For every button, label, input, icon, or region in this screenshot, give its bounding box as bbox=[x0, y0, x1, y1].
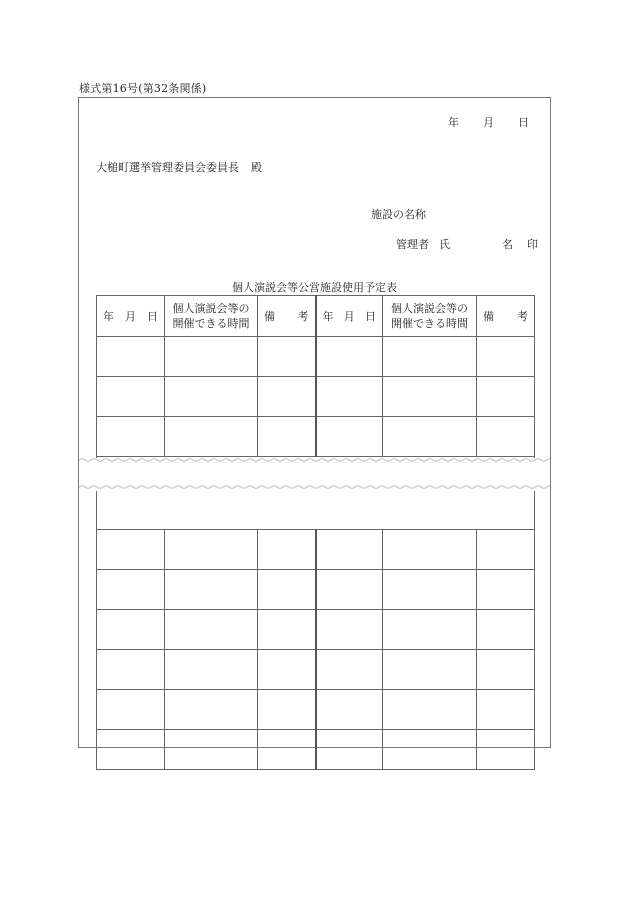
header-time: 個人演説会等の 開催できる時間 bbox=[165, 296, 258, 337]
addressee-name: 大槌町選挙管理委員会委員長 bbox=[96, 161, 239, 174]
table-cell[interactable] bbox=[97, 417, 165, 457]
addressee-honorific: 殿 bbox=[251, 161, 262, 174]
table-row bbox=[97, 337, 535, 377]
table-cell[interactable] bbox=[258, 730, 316, 770]
table-cell[interactable] bbox=[165, 650, 258, 690]
table-cell[interactable] bbox=[258, 690, 316, 730]
manager-line bbox=[396, 236, 538, 252]
wavy-break-lines bbox=[79, 458, 550, 491]
table-cell[interactable] bbox=[316, 730, 383, 770]
date-year: 年 bbox=[448, 116, 459, 129]
table-cell[interactable] bbox=[477, 730, 535, 770]
table-cell[interactable] bbox=[97, 730, 165, 770]
table-cell[interactable] bbox=[165, 377, 258, 417]
table-cell[interactable] bbox=[97, 377, 165, 417]
manager-label: 管理者 bbox=[396, 238, 429, 251]
table-cell[interactable] bbox=[165, 417, 258, 457]
header-time: 個人演説会等の 開催できる時間 bbox=[383, 296, 477, 337]
table-cell[interactable] bbox=[97, 337, 165, 377]
table-cell[interactable] bbox=[258, 570, 316, 610]
form-number: 様式第16号(第32条関係) bbox=[79, 82, 207, 95]
table-cell[interactable] bbox=[477, 690, 535, 730]
table-cell[interactable] bbox=[477, 570, 535, 610]
table-cell[interactable] bbox=[383, 730, 477, 770]
manager-mei: 名 bbox=[502, 238, 513, 251]
table-cell[interactable] bbox=[477, 610, 535, 650]
table-cell[interactable] bbox=[316, 530, 383, 570]
form-frame bbox=[78, 97, 551, 748]
table-cell[interactable] bbox=[258, 417, 316, 457]
table-cell[interactable] bbox=[316, 417, 383, 457]
header-date: 年 月 日 bbox=[97, 296, 165, 337]
table-cell[interactable] bbox=[97, 610, 165, 650]
table-cell[interactable] bbox=[477, 417, 535, 457]
table-row bbox=[97, 417, 535, 457]
table-cell[interactable] bbox=[165, 690, 258, 730]
table-cell[interactable] bbox=[97, 570, 165, 610]
table-cell[interactable] bbox=[165, 730, 258, 770]
date-line bbox=[448, 114, 529, 130]
table-cell[interactable] bbox=[477, 650, 535, 690]
table-cell[interactable] bbox=[165, 570, 258, 610]
table-cell[interactable] bbox=[383, 530, 477, 570]
omission-break bbox=[79, 458, 550, 491]
table-cell[interactable] bbox=[383, 610, 477, 650]
table-row bbox=[97, 730, 535, 770]
table-cell[interactable] bbox=[316, 337, 383, 377]
seal-mark: 印 bbox=[527, 238, 538, 251]
table-row bbox=[97, 530, 535, 570]
table-cell[interactable] bbox=[383, 417, 477, 457]
date-month: 月 bbox=[483, 116, 494, 129]
table-header-row bbox=[97, 296, 535, 337]
table-cell[interactable] bbox=[316, 610, 383, 650]
table-cell[interactable] bbox=[97, 530, 165, 570]
table-cell[interactable] bbox=[383, 650, 477, 690]
header-remarks: 備 考 bbox=[258, 296, 316, 337]
table-cell[interactable] bbox=[165, 337, 258, 377]
table-cell[interactable] bbox=[383, 690, 477, 730]
header-remarks: 備 考 bbox=[477, 296, 535, 337]
header-date: 年 月 日 bbox=[316, 296, 383, 337]
table-row bbox=[97, 377, 535, 417]
table-cell[interactable] bbox=[165, 530, 258, 570]
table-cell[interactable] bbox=[165, 610, 258, 650]
table-cell[interactable] bbox=[258, 337, 316, 377]
table-cell[interactable] bbox=[316, 570, 383, 610]
addressee bbox=[96, 159, 262, 175]
table-cell[interactable] bbox=[477, 377, 535, 417]
table-cell[interactable] bbox=[477, 337, 535, 377]
table-cell[interactable] bbox=[258, 377, 316, 417]
manager-shi: 氏 bbox=[439, 238, 450, 251]
table-row bbox=[97, 610, 535, 650]
table-cell[interactable] bbox=[97, 690, 165, 730]
table-cell[interactable] bbox=[477, 530, 535, 570]
table-cell[interactable] bbox=[316, 377, 383, 417]
facility-name-label: 施設の名称 bbox=[371, 208, 426, 221]
table-row bbox=[97, 650, 535, 690]
date-day: 日 bbox=[518, 116, 529, 129]
table-cell[interactable] bbox=[316, 690, 383, 730]
table-cell[interactable] bbox=[258, 650, 316, 690]
table-cell[interactable] bbox=[383, 337, 477, 377]
table-cell[interactable] bbox=[383, 570, 477, 610]
table-cell[interactable] bbox=[258, 610, 316, 650]
table-row bbox=[97, 570, 535, 610]
schedule-table bbox=[96, 295, 535, 770]
table-cell[interactable] bbox=[258, 530, 316, 570]
table-title: 個人演説会等公営施設使用予定表 bbox=[232, 281, 397, 294]
table-cell[interactable] bbox=[383, 377, 477, 417]
table-cell[interactable] bbox=[316, 650, 383, 690]
table-cell[interactable] bbox=[97, 650, 165, 690]
table-row bbox=[97, 690, 535, 730]
